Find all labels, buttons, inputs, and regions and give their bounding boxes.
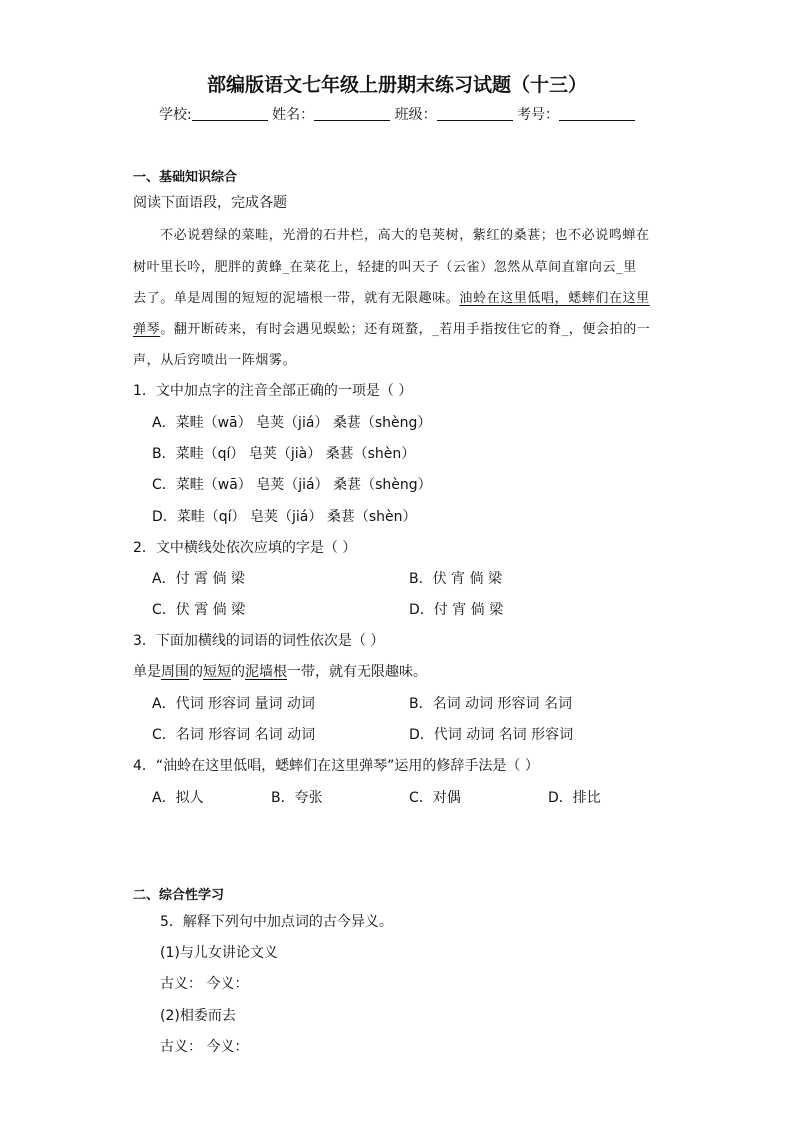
q1-option-d[interactable]: D．菜畦（qí） 皂荚（jiá） 桑葚（shèn） xyxy=(152,509,417,525)
section1-instruction: 阅读下面语段，完成各题 xyxy=(133,195,287,211)
q2-option-b[interactable]: B．伏 宵 倘 梁 xyxy=(409,571,502,587)
question-3-sentence xyxy=(133,661,427,681)
q4-option-a[interactable]: A．拟人 xyxy=(152,790,204,806)
school-blank[interactable] xyxy=(192,106,268,121)
q4-option-c[interactable]: C．对偶 xyxy=(409,790,461,806)
question-4-stem: 4．“油蛉在这里低唱，蟋蟀们在这里弹琴”运用的修辞手法是（ ） xyxy=(133,758,539,774)
q2-option-d[interactable]: D．付 宵 倘 梁 xyxy=(409,602,504,618)
number-blank[interactable] xyxy=(559,106,635,121)
q1-option-a[interactable]: A．菜畦（wā） 皂荚（jiá） 桑葚（shèng） xyxy=(152,415,432,431)
passage-underlined-phrase: 油蛉在这里低唱，蟋蟀们在这里 xyxy=(459,291,650,306)
q5-item-2-answer: 古义： 今义： xyxy=(160,1039,249,1055)
class-blank[interactable] xyxy=(437,106,513,121)
section1-heading: 一、基础知识综合 xyxy=(133,170,238,185)
question-1-stem: 1．文中加点字的注音全部正确的一项是（ ） xyxy=(133,383,413,399)
underlined-word-2: 短短 xyxy=(203,664,231,680)
school-label: 学校: xyxy=(158,107,192,123)
q5-item-2: (2)相委而去 xyxy=(160,1008,236,1024)
passage-line-5: 声，从后窍喷出一阵烟雾。 xyxy=(133,353,297,368)
number-label: 考号： xyxy=(517,107,560,123)
q4-option-b[interactable]: B．夸张 xyxy=(271,790,323,806)
question-2-stem: 2．文中横线处依次应填的字是（ ） xyxy=(133,540,357,556)
name-blank[interactable] xyxy=(314,106,390,121)
sentence-text: 单是 xyxy=(133,664,161,680)
passage-underlined-phrase-end: 弹琴 xyxy=(133,322,161,337)
q3-option-b[interactable]: B．名词 动词 形容词 名词 xyxy=(409,696,572,712)
passage-line-4 xyxy=(133,318,650,337)
question-5-stem: 5．解释下列句中加点词的古今异义。 xyxy=(160,914,393,930)
q2-option-a[interactable]: A．付 霄 倘 梁 xyxy=(152,571,245,587)
q2-option-c[interactable]: C．伏 霄 倘 梁 xyxy=(152,602,246,618)
q3-option-d[interactable]: D．代词 动词 名词 形容词 xyxy=(409,727,574,743)
passage-line-2: 树叶里长吟，肥胖的黄蜂_在菜花上，轻捷的叫天子（云雀）忽然从草间直窜向云_里 xyxy=(133,260,637,275)
sentence-text: 的 xyxy=(189,664,203,680)
passage-line-3 xyxy=(133,287,650,306)
section2-heading: 二、综合性学习 xyxy=(133,888,225,903)
sentence-text: 一带，就有无限趣味。 xyxy=(287,664,427,680)
q5-item-1-answer: 古义： 今义： xyxy=(160,976,249,992)
page-title: 部编版语文七年级上册期末练习试题（十三） xyxy=(206,74,587,96)
underlined-word-1: 周围 xyxy=(161,664,189,680)
sentence-text: 的 xyxy=(231,664,245,680)
underlined-word-3: 泥墙根 xyxy=(245,664,287,680)
q3-option-a[interactable]: A．代词 形容词 量词 动词 xyxy=(152,696,315,712)
q5-item-1: (1)与儿女讲论文义 xyxy=(160,945,278,961)
q1-option-c[interactable]: C．菜畦（wā） 皂荚（jiá） 桑葚（shèng） xyxy=(152,477,432,493)
q4-option-d[interactable]: D．排比 xyxy=(548,790,601,806)
passage-line-1: 不必说碧绿的菜畦，光滑的石井栏，高大的皂荚树，紫红的桑葚；也不必说鸣蝉在 xyxy=(160,228,650,243)
name-label: 姓名： xyxy=(272,107,315,123)
q3-option-c[interactable]: C．名词 形容词 名词 动词 xyxy=(152,727,316,743)
class-label: 班级： xyxy=(394,107,437,123)
question-3-stem: 3．下面加横线的词语的词性依次是（ ） xyxy=(133,633,385,649)
q1-option-b[interactable]: B．菜畦（qí） 皂荚（jià） 桑葚（shèn） xyxy=(152,446,416,462)
passage-line-4-text: 。翻开断砖来，有时会遇见蜈蚣；还有斑蝥，_若用手指按住它的脊_，便会拍的一 xyxy=(160,322,651,337)
student-info-line xyxy=(0,104,794,124)
passage-line-3-text: 去了。单是周围的短短的泥墙根一带，就有无限趣味。 xyxy=(133,291,460,306)
